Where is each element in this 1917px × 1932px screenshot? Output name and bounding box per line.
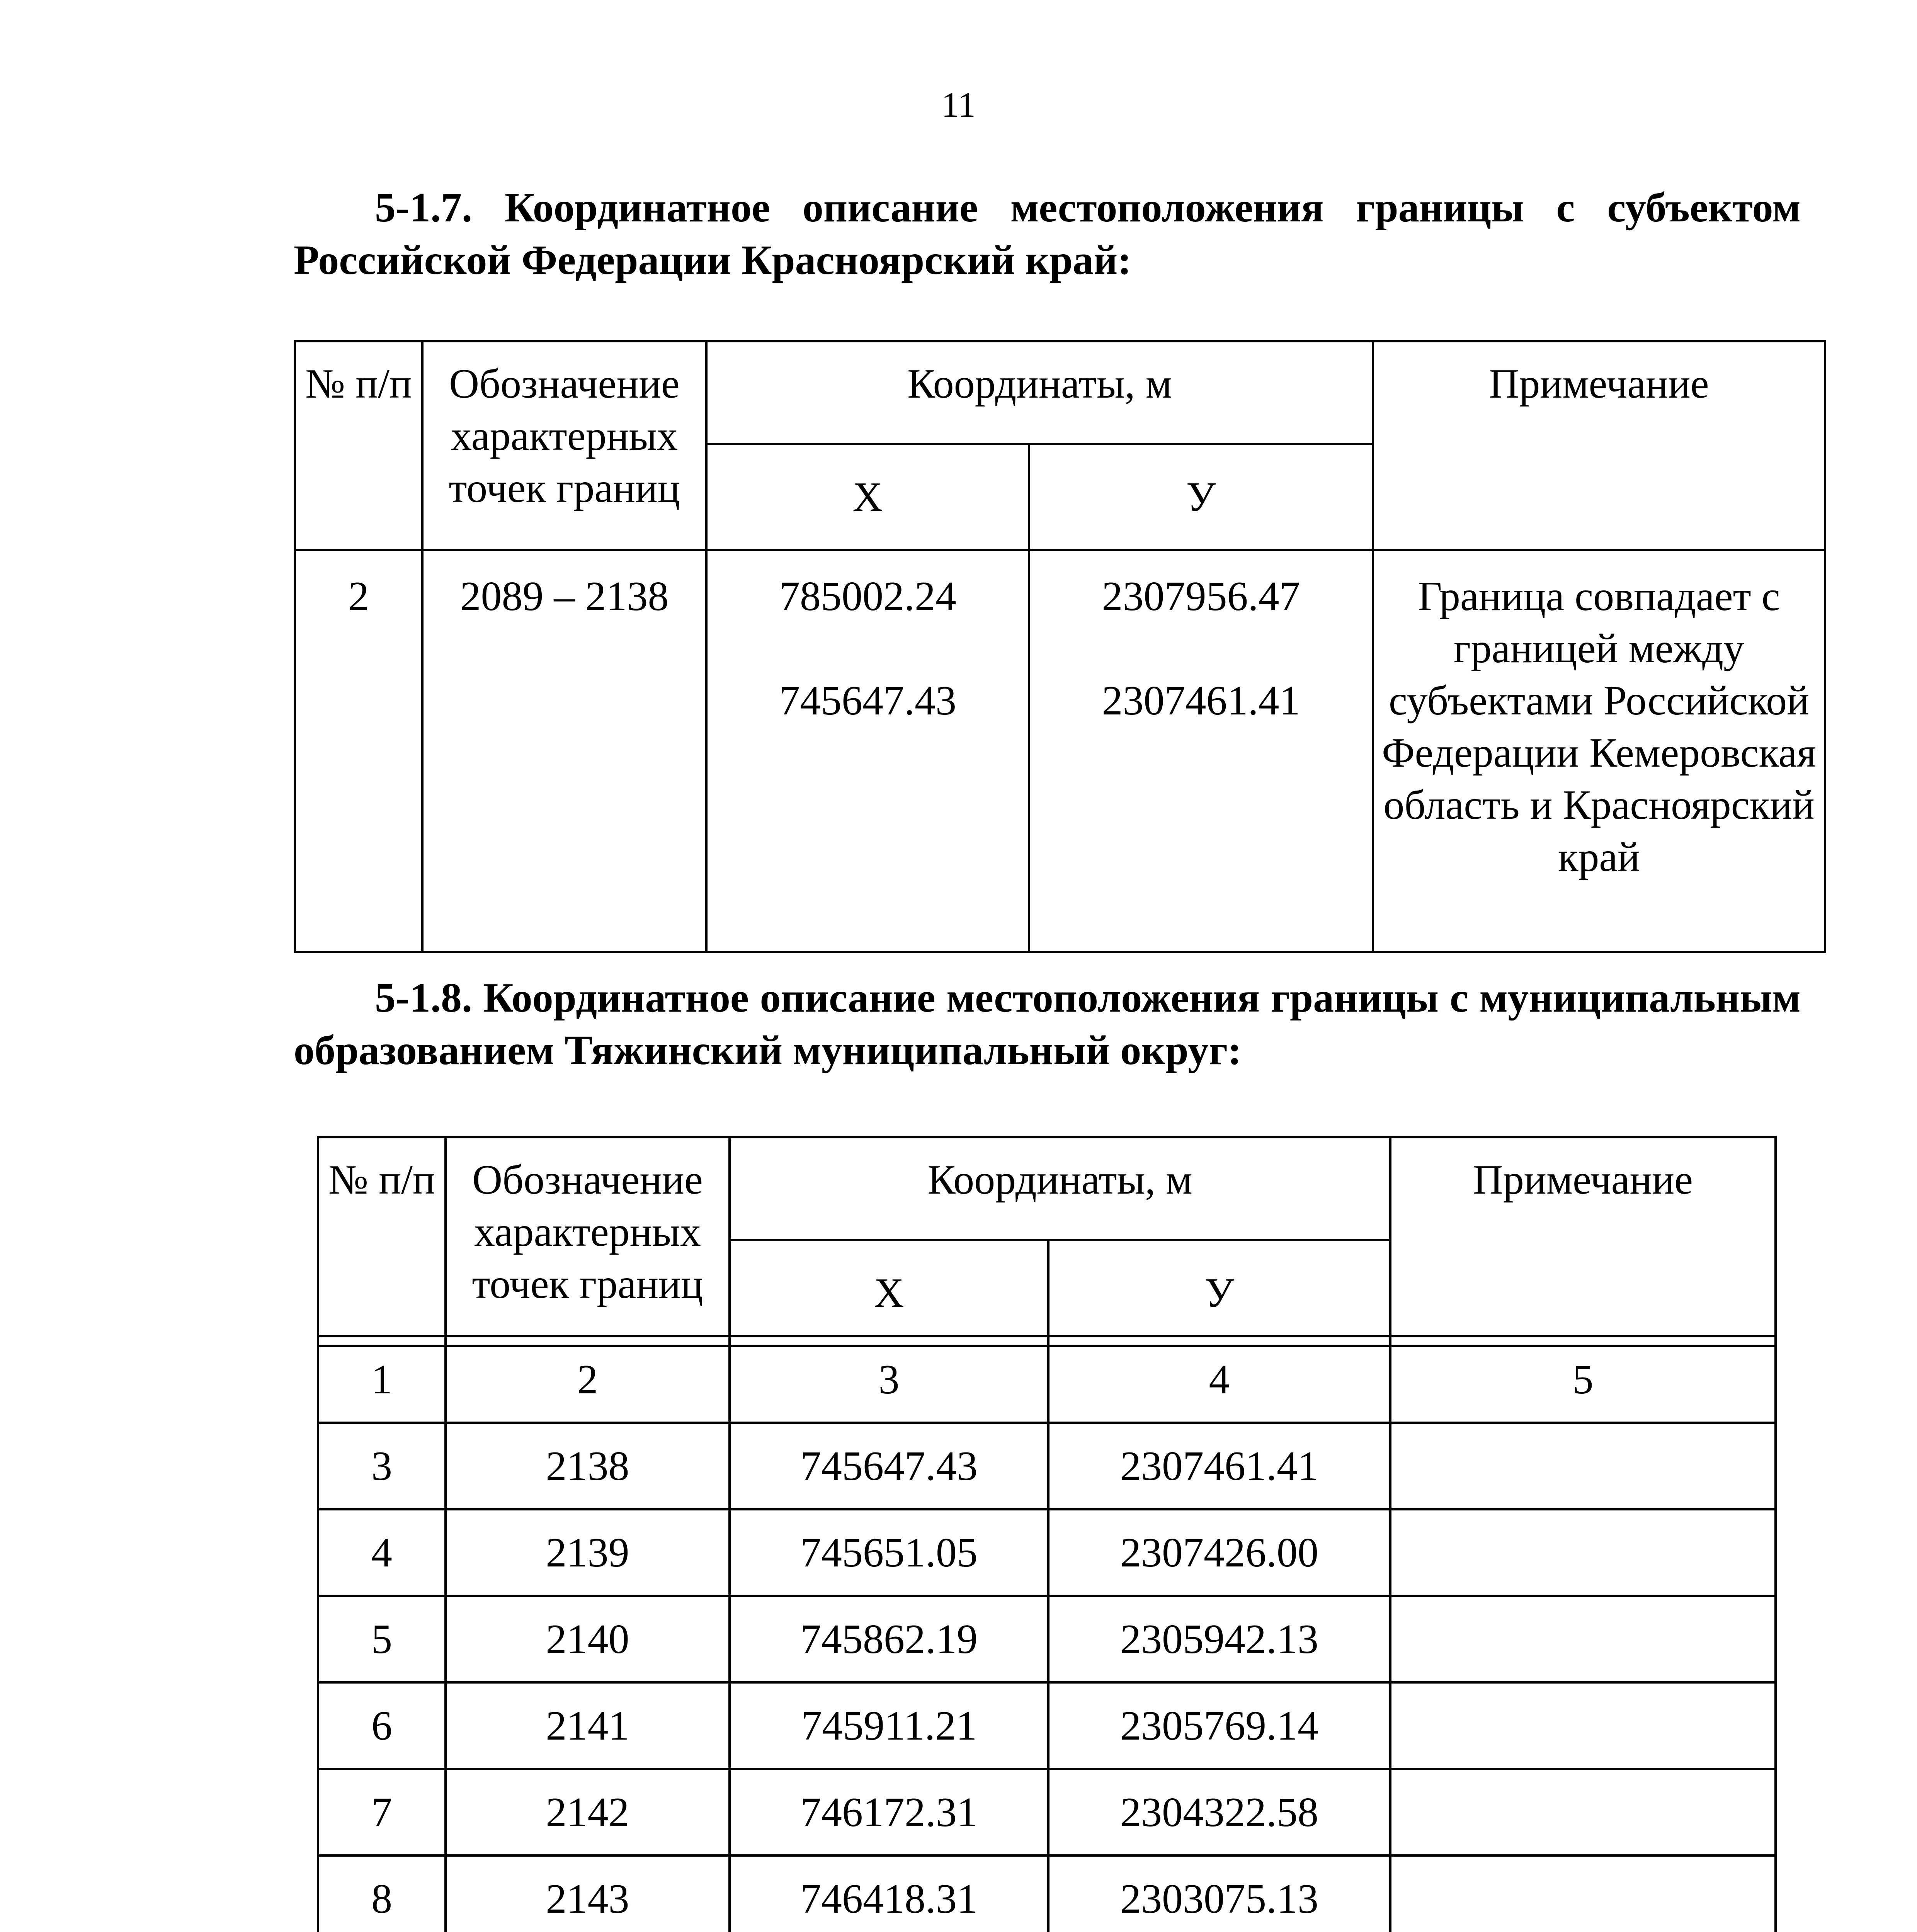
cell-x <box>706 550 1029 952</box>
section-heading-text: 5-1.8. Координатное описание местоположения границы с муниципальным образованием Тяжинский муниципальный округ: <box>294 975 1801 1073</box>
header-coordinates: Координаты, м <box>706 341 1373 444</box>
header-x: X <box>730 1240 1048 1346</box>
header-num: № п/п <box>295 341 422 550</box>
table-row <box>318 1682 1776 1769</box>
header-y: У <box>1048 1240 1390 1346</box>
cell-note <box>1390 1596 1776 1682</box>
column-number: 4 <box>1048 1336 1390 1423</box>
table-row <box>318 1423 1776 1509</box>
table-row <box>318 1855 1776 1932</box>
x-start: 785002.24 <box>779 573 956 619</box>
cell-x: 746418.31 <box>730 1855 1048 1932</box>
y-end: 2307461.41 <box>1102 678 1300 724</box>
header-note: Примечание <box>1390 1137 1776 1346</box>
cell-num: 2 <box>295 550 422 952</box>
cell-num: 6 <box>318 1682 446 1769</box>
section-heading-5-1-8 <box>294 972 1801 1077</box>
cell-designation: 2089 – 2138 <box>422 550 706 952</box>
cell-note <box>1390 1509 1776 1596</box>
cell-y: 2304322.58 <box>1048 1769 1390 1855</box>
header-x: X <box>706 444 1029 550</box>
x-end: 745647.43 <box>779 678 956 724</box>
cell-num: 4 <box>318 1509 446 1596</box>
cell-y: 2307461.41 <box>1048 1423 1390 1509</box>
cell-note <box>1390 1423 1776 1509</box>
cell-note <box>1390 1682 1776 1769</box>
cell-y: 2307426.00 <box>1048 1509 1390 1596</box>
header-coordinates: Координаты, м <box>730 1137 1390 1240</box>
column-number: 2 <box>446 1336 730 1423</box>
cell-point: 2143 <box>446 1855 730 1932</box>
cell-point: 2138 <box>446 1423 730 1509</box>
page-number: 11 <box>941 85 976 124</box>
cell-y <box>1029 550 1373 952</box>
cell-num: 5 <box>318 1596 446 1682</box>
cell-y: 2305942.13 <box>1048 1596 1390 1682</box>
column-number: 5 <box>1390 1336 1776 1423</box>
table-row <box>318 1596 1776 1682</box>
cell-point: 2140 <box>446 1596 730 1682</box>
cell-note <box>1390 1769 1776 1855</box>
cell-num: 3 <box>318 1423 446 1509</box>
header-y: У <box>1029 444 1373 550</box>
header-note: Примечание <box>1373 341 1825 550</box>
cell-point: 2141 <box>446 1682 730 1769</box>
cell-y: 2303075.13 <box>1048 1855 1390 1932</box>
cell-note: Граница совпадает с границей между субъектами Российской Федерации Кемеровская область и Красноярский край <box>1373 550 1825 952</box>
section-heading-text: 5-1.7. Координатное описание местоположения границы с субъектом Российской Федерации Красноярский край: <box>294 185 1801 283</box>
table-row <box>295 550 1825 952</box>
tyazhinsky-table-header <box>317 1136 1777 1347</box>
column-number: 3 <box>730 1336 1048 1423</box>
cell-x: 745911.21 <box>730 1682 1048 1769</box>
y-start: 2307956.47 <box>1102 573 1300 619</box>
cell-num: 7 <box>318 1769 446 1855</box>
cell-y: 2305769.14 <box>1048 1682 1390 1769</box>
cell-point: 2142 <box>446 1769 730 1855</box>
cell-num: 8 <box>318 1855 446 1932</box>
column-number-row <box>318 1336 1776 1423</box>
cell-point: 2139 <box>446 1509 730 1596</box>
column-number: 1 <box>318 1336 446 1423</box>
header-designation: Обозначение характерных точек границ <box>446 1137 730 1346</box>
tyazhinsky-table-body <box>317 1335 1777 1932</box>
cell-x: 745647.43 <box>730 1423 1048 1509</box>
cell-note <box>1390 1855 1776 1932</box>
header-num: № п/п <box>318 1137 446 1346</box>
header-designation: Обозначение характерных точек границ <box>422 341 706 550</box>
krasnoyarsk-boundary-table <box>294 340 1826 953</box>
table-row <box>318 1509 1776 1596</box>
cell-x: 745862.19 <box>730 1596 1048 1682</box>
section-heading-5-1-7 <box>294 182 1801 287</box>
table-row <box>318 1769 1776 1855</box>
cell-x: 745651.05 <box>730 1509 1048 1596</box>
cell-x: 746172.31 <box>730 1769 1048 1855</box>
